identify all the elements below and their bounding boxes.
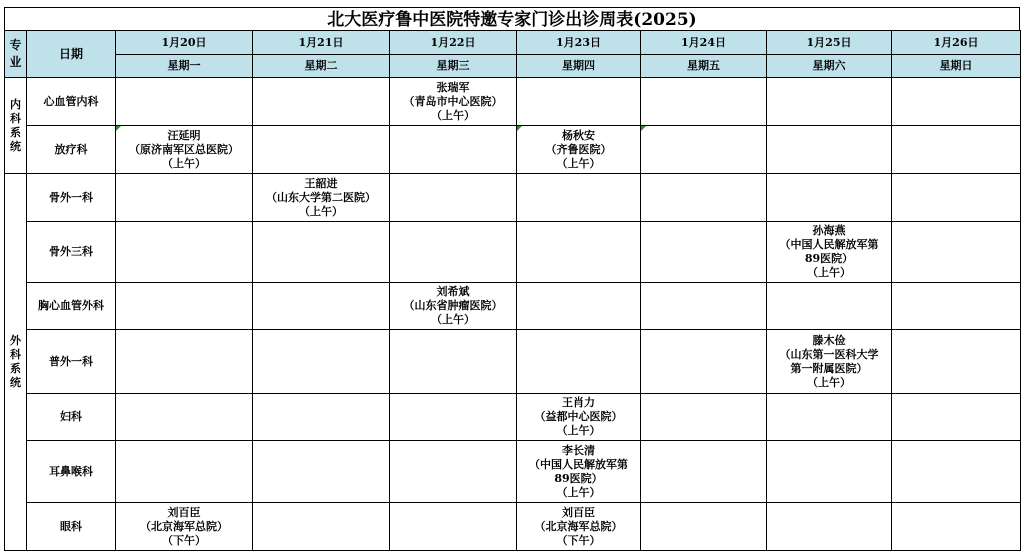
weekday-cell: 星期一 <box>116 55 253 78</box>
doctor-entry: 刘百臣 （北京海军总院） （下午） <box>140 505 228 547</box>
comment-marker <box>116 126 121 131</box>
doctor-entry: 刘百臣 （北京海军总院） （下午） <box>534 505 623 547</box>
weekday-cell: 星期五 <box>641 55 767 78</box>
doctor-entry: 刘希斌 （山东省肿瘤医院） （上午） <box>403 285 503 326</box>
date-header: 日期 <box>27 31 116 78</box>
date-cell: 1月21日 <box>253 31 390 55</box>
schedule-cell <box>517 78 641 126</box>
schedule-cell <box>641 503 767 551</box>
schedule-row <box>5 503 1021 551</box>
schedule-cell <box>116 126 253 174</box>
doctor-entry: 滕木俭 （山东第一医科大学 第一附属医院） （上午） <box>779 333 879 389</box>
schedule-cell <box>253 78 390 126</box>
schedule-cell <box>517 222 641 283</box>
schedule-cell <box>116 394 253 441</box>
date-cell: 1月22日 <box>390 31 517 55</box>
department-name: 胸心血管外科 <box>27 283 116 330</box>
schedule-cell <box>116 174 253 222</box>
schedule-cell <box>767 174 892 222</box>
schedule-cell <box>253 394 390 441</box>
department-name: 骨外三科 <box>27 222 116 283</box>
date-cell: 1月23日 <box>517 31 641 55</box>
schedule-cell <box>116 441 253 503</box>
schedule-cell <box>116 222 253 283</box>
doctor-entry: 杨秋安 （齐鲁医院） （上午） <box>545 128 612 170</box>
schedule-cell <box>767 222 892 283</box>
schedule-row <box>5 441 1021 503</box>
date-cell: 1月25日 <box>767 31 892 55</box>
schedule-cell <box>253 441 390 503</box>
department-name: 骨外一科 <box>27 174 116 222</box>
schedule-cell <box>641 330 767 394</box>
schedule-row <box>5 78 1021 126</box>
schedule-cell <box>390 441 517 503</box>
schedule-cell <box>892 174 1021 222</box>
schedule-cell <box>116 503 253 551</box>
schedule-cell <box>390 283 517 330</box>
weekday-cell: 星期六 <box>767 55 892 78</box>
department-name: 耳鼻喉科 <box>27 441 116 503</box>
doctor-entry: 李长清 （中国人民解放军第 89医院） （上午） <box>529 443 628 499</box>
schedule-cell <box>641 441 767 503</box>
schedule-cell <box>517 394 641 441</box>
schedule-cell <box>390 222 517 283</box>
schedule-row <box>5 394 1021 441</box>
department-name: 放疗科 <box>27 126 116 174</box>
doctor-entry: 孙海燕 （中国人民解放军第 89医院） （上午） <box>779 224 879 279</box>
schedule-cell <box>390 78 517 126</box>
schedule-cell <box>641 283 767 330</box>
schedule-cell <box>892 394 1021 441</box>
department-name: 妇科 <box>27 394 116 441</box>
schedule-cell <box>390 503 517 551</box>
specialty-header: 专业 <box>5 31 27 78</box>
schedule-cell <box>892 126 1021 174</box>
schedule-cell <box>641 174 767 222</box>
department-name: 心血管内科 <box>27 78 116 126</box>
weekday-cell: 星期二 <box>253 55 390 78</box>
schedule-cell <box>641 222 767 283</box>
weekday-cell: 星期四 <box>517 55 641 78</box>
department-name: 普外一科 <box>27 330 116 394</box>
schedule-cell <box>253 503 390 551</box>
schedule-cell <box>517 126 641 174</box>
weekday-cell: 星期三 <box>390 55 517 78</box>
schedule-row <box>5 330 1021 394</box>
schedule-cell <box>390 126 517 174</box>
schedule-cell <box>390 394 517 441</box>
schedule-cell <box>253 126 390 174</box>
schedule-row <box>5 222 1021 283</box>
schedule-cell <box>517 174 641 222</box>
doctor-entry: 张瑞军 （青岛市中心医院） （上午） <box>403 80 503 122</box>
schedule-cell <box>892 503 1021 551</box>
schedule-cell <box>767 330 892 394</box>
schedule-cell <box>767 126 892 174</box>
schedule-cell <box>116 283 253 330</box>
schedule-cell <box>517 503 641 551</box>
date-cell: 1月20日 <box>116 31 253 55</box>
schedule-cell <box>517 441 641 503</box>
schedule-cell <box>767 441 892 503</box>
department-name: 眼科 <box>27 503 116 551</box>
comment-marker <box>641 126 646 131</box>
schedule-cell <box>517 330 641 394</box>
schedule-cell <box>517 283 641 330</box>
surgical-system-label: 外科系统 <box>5 174 27 551</box>
schedule-cell <box>253 222 390 283</box>
schedule-title: 北大医疗鲁中医院特邀专家门诊出诊周表(2025) <box>4 7 1020 31</box>
schedule-cell <box>253 330 390 394</box>
schedule-cell <box>892 283 1021 330</box>
schedule-cell <box>767 503 892 551</box>
schedule-cell <box>892 78 1021 126</box>
schedule-cell <box>253 283 390 330</box>
schedule-cell <box>892 222 1021 283</box>
schedule-cell <box>641 394 767 441</box>
doctor-entry: 王肖力 （益都中心医院） （上午） <box>534 396 623 437</box>
schedule-cell <box>390 330 517 394</box>
schedule-cell <box>767 78 892 126</box>
schedule-cell <box>892 441 1021 503</box>
schedule-table <box>4 30 1021 551</box>
schedule-row <box>5 283 1021 330</box>
doctor-entry: 汪延明 （原济南军区总医院） （上午） <box>129 128 239 170</box>
date-cell: 1月24日 <box>641 31 767 55</box>
internal-system-label: 内科系统 <box>5 78 27 174</box>
schedule-cell <box>641 78 767 126</box>
comment-marker <box>517 126 522 131</box>
schedule-cell <box>390 174 517 222</box>
schedule-cell <box>767 394 892 441</box>
weekday-cell: 星期日 <box>892 55 1021 78</box>
schedule-cell <box>253 174 390 222</box>
schedule-row <box>5 174 1021 222</box>
doctor-entry: 王韶进 （山东大学第二医院） （上午） <box>266 176 376 218</box>
schedule-cell <box>641 126 767 174</box>
schedule-cell <box>767 283 892 330</box>
schedule-cell <box>892 330 1021 394</box>
date-cell: 1月26日 <box>892 31 1021 55</box>
schedule-cell <box>116 330 253 394</box>
schedule-row <box>5 126 1021 174</box>
schedule-cell <box>116 78 253 126</box>
